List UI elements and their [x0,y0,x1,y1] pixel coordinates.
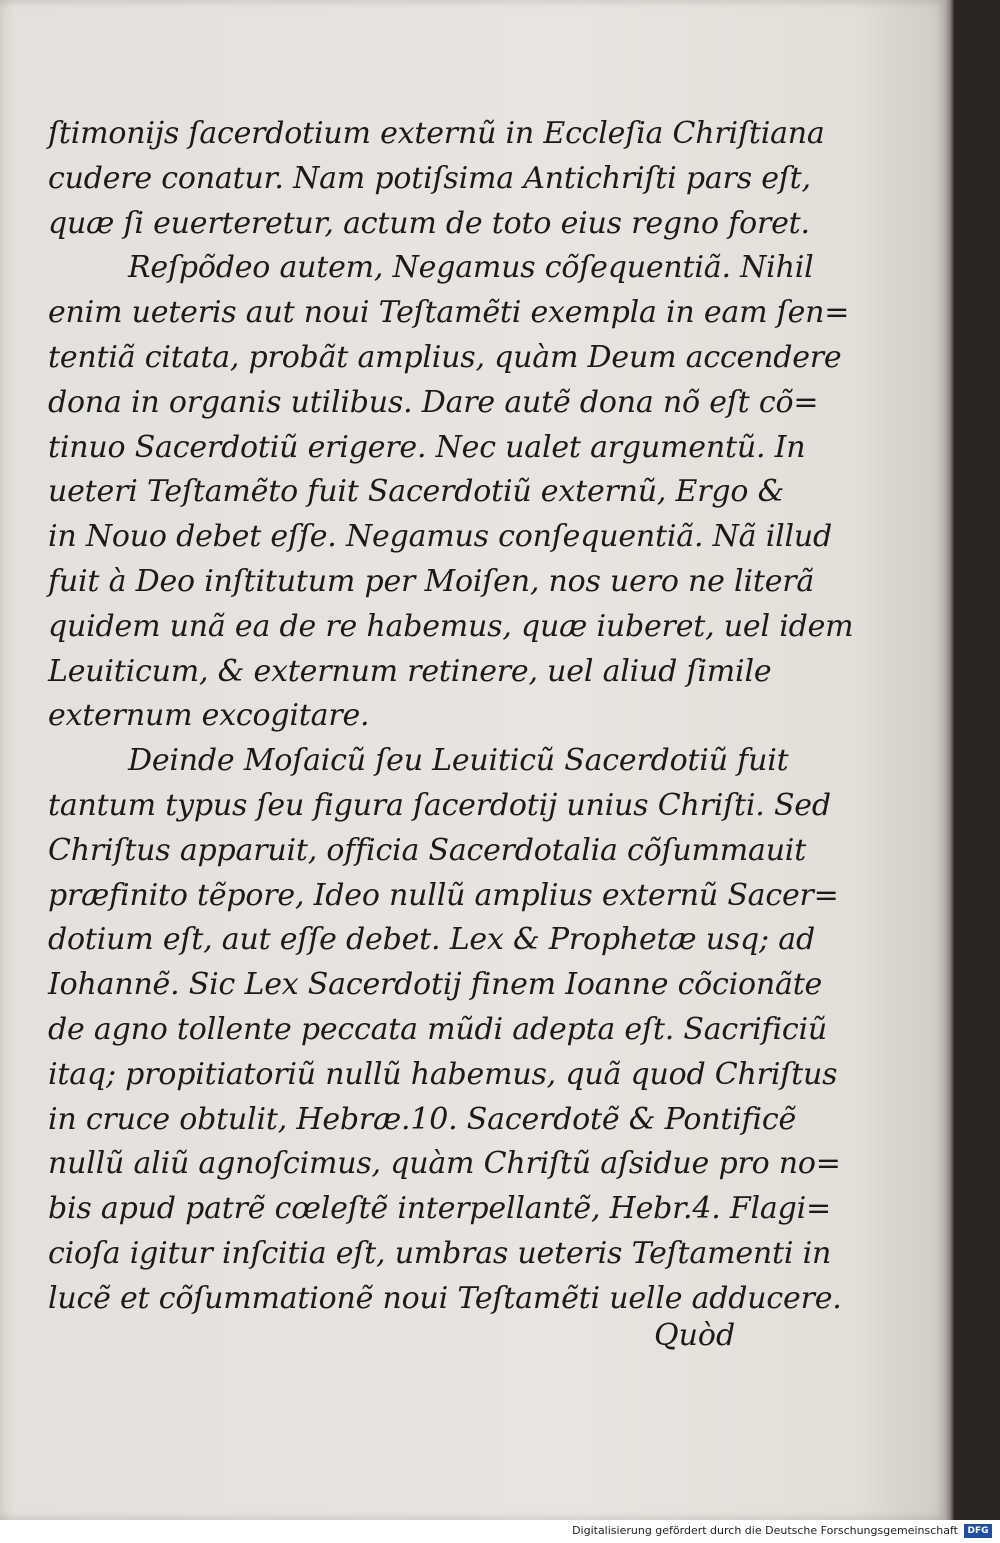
text-line: in Nouo debet eſſe. Negamus conſequentiã. Nã illud [48,519,833,555]
text-line: ueteri Teſtamẽto fuit Sacerdotiũ externũ, Ergo & [48,474,785,510]
text-line: lucẽ et cõſummationẽ noui Teſtamẽti uelle adducere. [48,1280,842,1316]
text-line: præfinito tẽpore, Ideo nullũ amplius externũ Sacer= [48,877,839,913]
text-line: cioſa igitur inſcitia eſt, umbras ueteris Teſtamenti in [48,1235,832,1271]
text-line: fuit à Deo inſtitutum per Moiſen, nos uero ne literã [48,563,815,599]
text-line: de agno tollente peccata mũdi adepta eſt. Sacrificiũ [48,1011,827,1047]
text-line: in cruce obtulit, Hebræ.10. Sacerdotẽ & Pontificẽ [48,1101,797,1137]
text-line: enim ueteris aut noui Teſtamẽti exempla in eam ſen= [48,295,850,331]
text-line: itaq; propitiatoriũ nullũ habemus, quã quod Chriſtus [48,1056,838,1092]
text-line: tantum typus ſeu figura ſacerdotij unius Chriſti. Sed [48,787,831,823]
text-line: bis apud patrẽ cœleſtẽ interpellantẽ, Hebr.4. Flagi= [48,1191,831,1227]
funding-credit: Digitalisierung gefördert durch die Deutsche Forschungsgemeinschaft [572,1524,958,1537]
page-edge [944,0,954,1520]
text-line: dona in organis utilibus. Dare autẽ dona nõ eſt cõ= [48,384,819,420]
text-line: cudere conatur. Nam potiſsima Antichriſti pars eſt, [48,160,811,196]
text-line: quæ ſi euerteretur, actum de toto eius regno foret. [48,205,810,241]
paragraph-start-line: Reſpõdeo autem, Negamus cõſequentiã. Nihil [128,250,814,286]
text-line: Leuiticum, & externum retinere, uel aliud ſimile [48,653,772,689]
text-line: nullũ aliũ agnoſcimus, quàm Chriſtũ aſsidue pro no= [48,1146,841,1182]
text-line: Iohannẽ. Sic Lex Sacerdotij finem Ioanne cõcionãte [48,967,823,1003]
catchword: Quòd [654,1318,736,1353]
page-text-block [48,112,854,1322]
text-line: externum excogitare. [48,698,370,734]
text-line: tentiã citata, probãt amplius, quàm Deum accendere [48,339,842,375]
text-line: tinuo Sacerdotiũ erigere. Nec ualet argumentũ. In [48,429,806,465]
dfg-logo-icon[interactable]: DFG [964,1524,992,1538]
text-line: quidem unã ea de re habemus, quæ iuberet, uel idem [48,608,854,644]
paragraph-start-line: Deinde Moſaicũ ſeu Leuiticũ Sacerdotiũ fuit [128,743,789,779]
footer-bar [0,1520,1000,1543]
text-line: dotium eſt, aut eſſe debet. Lex & Prophetæ usq; ad [48,922,815,958]
text-line: ſtimonijs ſacerdotium externũ in Eccleſia Chriſtiana [48,116,825,151]
text-line: Chriſtus apparuit, officia Sacerdotalia cõſummauit [48,832,807,868]
